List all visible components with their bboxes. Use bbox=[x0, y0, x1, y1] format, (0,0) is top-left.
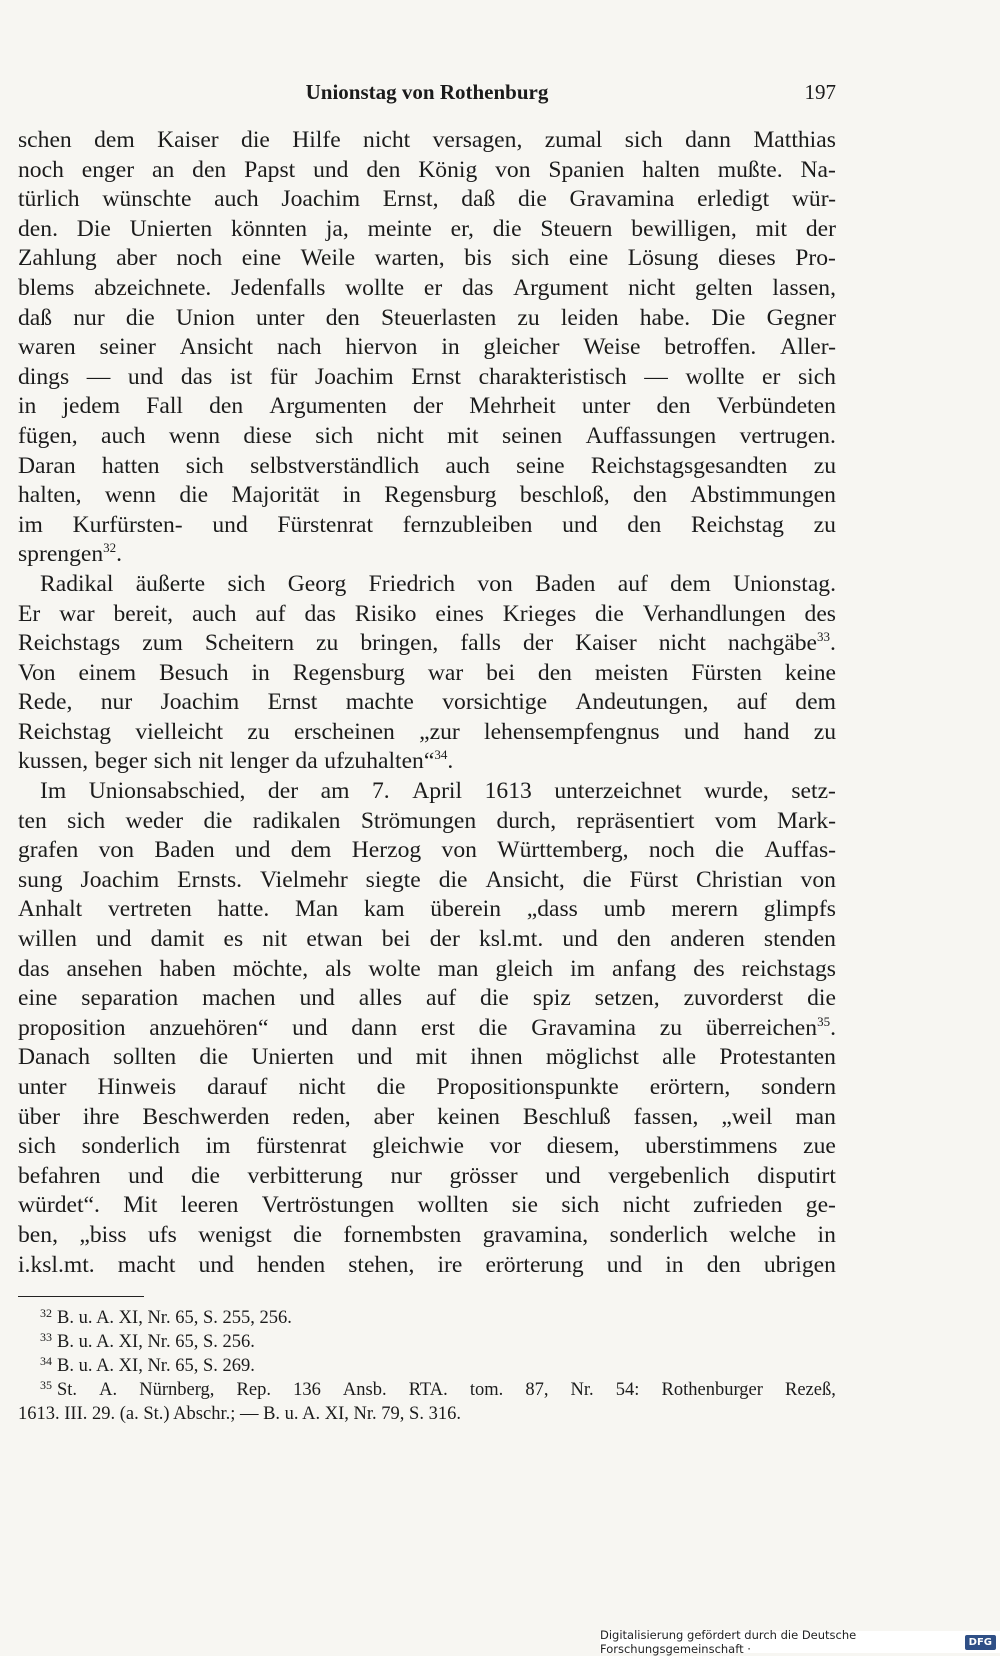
text-line: Reichstags zum Scheitern zu bringen, falls der Kaiser nicht nachgäbe$^{33}$. bbox=[18, 629, 836, 657]
text-line: Von einem Besuch in Regensburg war bei den meisten Fürsten keine bbox=[18, 659, 836, 686]
text-line: sung Joachim Ernsts. Vielmehr siegte die Ansicht, die Fürst Christian von bbox=[18, 866, 836, 893]
footnote-word: Rep. bbox=[236, 1380, 271, 1400]
text-line: blems abzeichnete. Jedenfalls wollte er das Argument nicht gelten lassen, bbox=[18, 274, 836, 301]
text-line: eine separation machen und alles auf die spiz setzen, zuvorderst die bbox=[18, 985, 836, 1012]
footnote bbox=[18, 1330, 836, 1354]
footnote-number: 33 bbox=[40, 1330, 52, 1344]
text-line: Danach sollten die Unierten und mit ihnen möglichst alle Protestanten bbox=[18, 1044, 836, 1071]
footnote bbox=[18, 1378, 836, 1402]
footnote-word: Rothenburger bbox=[661, 1380, 763, 1400]
footnote-number: 34 bbox=[40, 1354, 52, 1368]
text-line: i.ksl.mt. macht und henden stehen, ire erörterung und in den ubrigen bbox=[18, 1251, 836, 1278]
footnote-word: Nr. bbox=[570, 1380, 594, 1400]
text-line: noch enger an den Papst und den König von Spanien halten mußte. Na- bbox=[18, 156, 836, 183]
text-line: unter Hinweis darauf nicht die Propositionspunkte erörtern, sondern bbox=[18, 1074, 836, 1100]
text-line: Im Unionsabschied, der am 7. April 1613 unterzeichnet wurde, setz- bbox=[40, 778, 836, 805]
footnote-rule bbox=[18, 1296, 144, 1297]
footnote-word: tom. bbox=[469, 1380, 504, 1400]
text-line: Anhalt vertreten hatte. Man kam überein „dass umb merern glimpfs bbox=[18, 896, 836, 923]
text-line: Rede, nur Joachim Ernst machte vorsichtige Andeutungen, auf dem bbox=[18, 689, 836, 716]
text-line: das ansehen haben möchte, als wolte man gleich im anfang des reichstags bbox=[18, 955, 836, 982]
text-line: grafen von Baden und dem Herzog von Württemberg, noch die Auffas- bbox=[18, 837, 836, 864]
text-line: ten sich weder die radikalen Strömungen durch, repräsentiert vom Mark- bbox=[18, 807, 836, 834]
text-line: proposition anzuehören“ und dann erst die Gravamina zu überreichen$^{35}$. bbox=[18, 1013, 836, 1041]
footnote-word: 87, bbox=[525, 1380, 549, 1400]
footnote bbox=[18, 1306, 836, 1330]
text-line: kussen, beger sich nit lenger da ufzuhalten“$^{34}$. bbox=[18, 747, 454, 775]
page-header bbox=[18, 80, 836, 112]
text-line: Daran hatten sich selbstverständlich auch seine Reichstagsgesandten zu bbox=[18, 452, 836, 479]
text-line: Er war bereit, auch auf das Risiko eines Krieges die Verhandlungen des bbox=[18, 600, 836, 627]
text-line: daß nur die Union unter den Steuerlasten zu leiden habe. Die Gegner bbox=[18, 304, 836, 331]
text-line: über ihre Beschwerden reden, aber keinen Beschluß fassen, „weil man bbox=[18, 1103, 836, 1130]
dfg-logo: DFG bbox=[965, 1635, 996, 1650]
footnote-text: 1613. III. 29. (a. St.) Abschr.; — B. u. A. XI, Nr. 79, S. 316. bbox=[18, 1404, 461, 1424]
text-line: Reichstag vielleicht zu erscheinen „zur lehensempfengnus und hand zu bbox=[18, 718, 836, 745]
text-line: schen dem Kaiser die Hilfe nicht versagen, zumal sich dann Matthias bbox=[18, 127, 836, 153]
footnote-ref: 34 bbox=[434, 747, 448, 763]
footnote-word: 136 bbox=[293, 1380, 321, 1400]
footnote-word: A. bbox=[99, 1380, 118, 1400]
footnote-word: Rezeß, bbox=[784, 1380, 836, 1400]
text-line: befahren und die verbitterung nur grösser und vergebenlich disputirt bbox=[18, 1162, 836, 1189]
footnote-word: $^{35}$ St. bbox=[40, 1378, 78, 1400]
text-line: willen und damit es nit etwan bei der ksl.mt. und den anderen stenden bbox=[18, 926, 836, 953]
text-line: im Kurfürsten- und Fürstenrat fernzubleiben und den Reichstag zu bbox=[18, 511, 836, 538]
footnote-word: 54: bbox=[615, 1380, 640, 1400]
footnote-ref: 35 bbox=[817, 1013, 831, 1029]
footnote-text: B. u. A. XI, Nr. 65, S. 269. bbox=[57, 1356, 255, 1376]
text-line: Radikal äußerte sich Georg Friedrich von Baden auf dem Unionstag. bbox=[40, 570, 836, 597]
dfg-credit-text: Digitalisierung gefördert durch die Deutsche Forschungsgemeinschaft · bbox=[600, 1628, 857, 1656]
text-line: Zahlung aber noch eine Weile warten, bis sich eine Lösung dieses Pro- bbox=[18, 245, 836, 272]
text-line: fügen, auch wenn diese sich nicht mit seinen Auffassungen vertrugen. bbox=[18, 422, 836, 449]
footnote-ref: 32 bbox=[103, 540, 117, 556]
text-line: ben, „biss ufs wenigst die fornembsten gravamina, sonderlich welche in bbox=[18, 1221, 836, 1248]
dfg-credit-bar bbox=[600, 1628, 1000, 1656]
text-line: in jedem Fall den Argumenten der Mehrheit unter den Verbündeten bbox=[18, 393, 836, 420]
text-line: sich sonderlich im fürstenrat gleichwie vor diesem, uberstimmens zue bbox=[18, 1133, 836, 1160]
footnote-ref: 33 bbox=[816, 629, 830, 645]
page-number: 197 bbox=[804, 80, 836, 104]
footnote-word: Nürnberg, bbox=[139, 1380, 215, 1400]
text-line: waren seiner Ansicht nach hiervon in gleicher Weise betroffen. Aller- bbox=[18, 334, 836, 361]
text-line: würdet“. Mit leeren Vertröstungen wollten sie sich nicht zufrieden ge- bbox=[18, 1192, 836, 1219]
text-line: den. Die Unierten könnten ja, meinte er, die Steuern bewilligen, mit der bbox=[18, 215, 836, 242]
footnote-word: Ansb. bbox=[342, 1380, 387, 1400]
text-line: dings — und das ist für Joachim Ernst charakteristisch — wollte er sich bbox=[18, 363, 836, 390]
footnote-word: RTA. bbox=[408, 1380, 448, 1400]
text-line: sprengen$^{32}$. bbox=[18, 540, 123, 568]
footnote-number: 32 bbox=[40, 1306, 52, 1320]
footnote-text: B. u. A. XI, Nr. 65, S. 256. bbox=[57, 1332, 255, 1352]
footnote bbox=[18, 1354, 836, 1378]
footnote bbox=[18, 1402, 836, 1426]
text-line: türlich wünschte auch Joachim Ernst, daß die Gravamina erledigt wür- bbox=[18, 186, 836, 213]
running-title: Unionstag von Rothenburg bbox=[305, 80, 549, 104]
footnote-text: B. u. A. XI, Nr. 65, S. 255, 256. bbox=[57, 1308, 292, 1328]
text-line: halten, wenn die Majorität in Regensburg beschloß, den Abstimmungen bbox=[18, 482, 836, 509]
body-text bbox=[18, 126, 836, 1280]
footnotes bbox=[18, 1306, 836, 1426]
